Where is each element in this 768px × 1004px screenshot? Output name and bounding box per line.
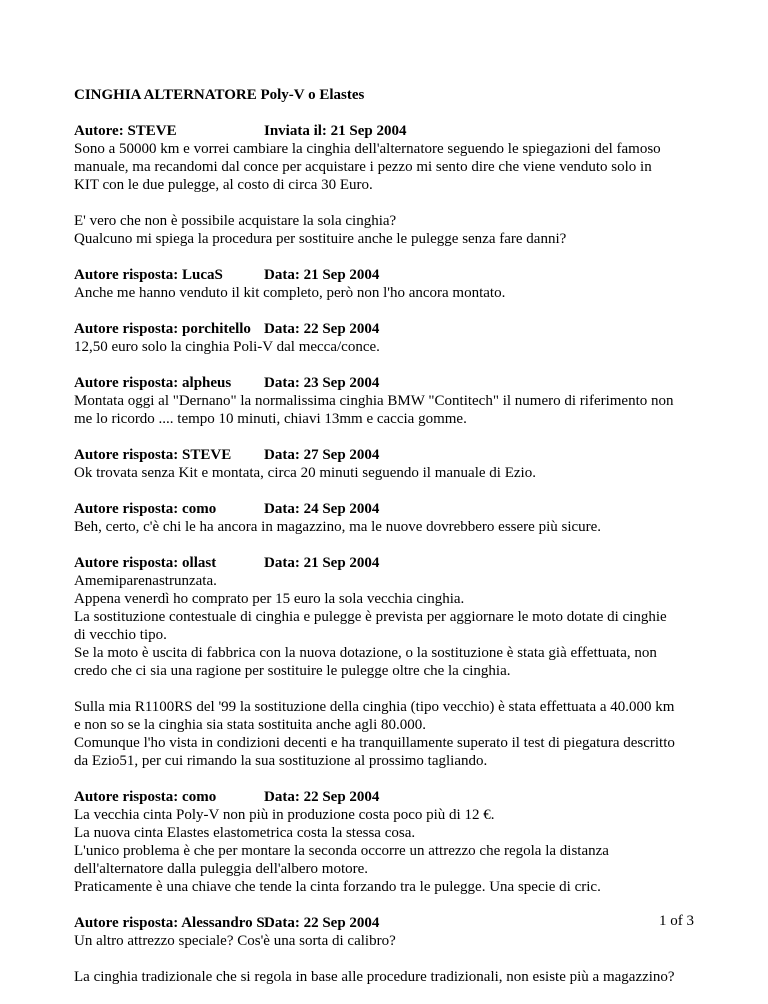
- post-date: Data: 23 Sep 2004: [264, 375, 380, 391]
- post-date: Data: 21 Sep 2004: [264, 267, 380, 283]
- document-title: CINGHIA ALTERNATORE Poly-V o Elastes: [74, 87, 365, 103]
- post-text-line: Anche me hanno venduto il kit completo, però non l'ho ancora montato.: [74, 285, 506, 301]
- post-author: Autore risposta: ollast: [74, 555, 217, 571]
- post-header: [74, 788, 714, 806]
- post-text-line: Comunque l'ho vista in condizioni decenti e ha tranquillamente superato il test di piegatura descritto: [74, 735, 675, 751]
- post-paragraph: [74, 806, 714, 896]
- post-author: Autore risposta: alpheus: [74, 375, 232, 391]
- post-paragraph: [74, 338, 714, 356]
- post-text-line: E' vero che non è possibile acquistare la sola cinghia?: [74, 213, 397, 229]
- post-paragraph: [74, 518, 714, 536]
- post-paragraph: [74, 572, 714, 680]
- post-author: Autore risposta: como: [74, 789, 217, 805]
- post-text-line: Beh, certo, c'è chi le ha ancora in magazzino, ma le nuove dovrebbero essere più sicure.: [74, 519, 602, 535]
- post-text-line: Un altro attrezzo speciale? Cos'è una sorta di calibro?: [74, 933, 396, 949]
- forum-post: [74, 788, 714, 896]
- forum-post: [74, 122, 714, 248]
- post-text-line: Montata oggi al "Dernano" la normalissima cinghia BMW "Contitech" il numero di riferimento non: [74, 393, 674, 409]
- post-text-line: L'unico problema è che per montare la seconda occorre un attrezzo che regola la distanza: [74, 843, 609, 859]
- post-text-line: me lo ricordo .... tempo 10 minuti, chiavi 13mm e caccia gomme.: [74, 411, 467, 427]
- post-date: Data: 21 Sep 2004: [264, 555, 380, 571]
- post-header: [74, 374, 714, 392]
- post-text-line: Qualcuno mi spiega la procedura per sostituire anche le pulegge senza fare danni?: [74, 231, 567, 247]
- post-paragraph: [74, 392, 714, 428]
- post-list: [74, 122, 714, 986]
- post-header: [74, 500, 714, 518]
- post-text-line: di vecchio tipo.: [74, 627, 167, 643]
- post-paragraph: [74, 212, 714, 248]
- post-paragraph: [74, 464, 714, 482]
- forum-post: [74, 374, 714, 428]
- post-paragraph: [74, 968, 714, 986]
- post-text-line: manuale, ma recandomi dal conce per acquistare i pezzo mi sento dire che viene venduto solo in: [74, 159, 652, 175]
- page-number: 1 of 3: [659, 913, 694, 929]
- post-text-line: Appena venerdì ho comprato per 15 euro la sola vecchia cinghia.: [74, 591, 465, 607]
- document-body: [74, 86, 714, 1004]
- forum-post: [74, 320, 714, 356]
- forum-post: [74, 914, 714, 986]
- post-text-line: La cinghia tradizionale che si regola in base alle procedure tradizionali, non esiste più a magazzino?: [74, 969, 675, 985]
- post-header: [74, 320, 714, 338]
- post-text-line: KIT con le due pulegge, al costo di circa 30 Euro.: [74, 177, 373, 193]
- post-header: [74, 446, 714, 464]
- post-paragraph: [74, 932, 714, 950]
- post-paragraph: [74, 698, 714, 770]
- post-date: Data: 24 Sep 2004: [264, 501, 380, 517]
- forum-post: [74, 446, 714, 482]
- post-text-line: e non so se la cinghia sia stata sostituita anche agli 80.000.: [74, 717, 427, 733]
- post-text-line: Sulla mia R1100RS del '99 la sostituzione della cinghia (tipo vecchio) è stata effettuata a 40.000 km: [74, 699, 675, 715]
- post-author: Autore risposta: STEVE: [74, 447, 232, 463]
- post-date: Data: 22 Sep 2004: [264, 915, 380, 931]
- post-text-line: 12,50 euro solo la cinghia Poli-V dal mecca/conce.: [74, 339, 380, 355]
- post-author: Autore risposta: Alessandro S: [74, 915, 265, 931]
- post-date: Data: 22 Sep 2004: [264, 321, 380, 337]
- post-text-line: da Ezio51, per cui rimando la sua sostituzione al prossimo tagliando.: [74, 753, 488, 769]
- forum-post: [74, 500, 714, 536]
- post-author: Autore: STEVE: [74, 123, 177, 139]
- post-text-line: dell'alternatore dalla puleggia dell'albero motore.: [74, 861, 369, 877]
- post-text-line: Amemiparenastrunzata.: [74, 573, 217, 589]
- post-header: [74, 266, 714, 284]
- post-text-line: Sono a 50000 km e vorrei cambiare la cinghia dell'alternatore seguendo le spiegazioni del famoso: [74, 141, 661, 157]
- post-date: Inviata il: 21 Sep 2004: [264, 123, 407, 139]
- forum-post: [74, 266, 714, 302]
- post-header: [74, 914, 714, 932]
- post-date: Data: 22 Sep 2004: [264, 789, 380, 805]
- post-paragraph: [74, 284, 714, 302]
- post-author: Autore risposta: porchitello: [74, 321, 251, 337]
- post-text-line: Praticamente è una chiave che tende la cinta forzando tra le pulegge. Una specie di cric.: [74, 879, 601, 895]
- post-text-line: Ok trovata senza Kit e montata, circa 20 minuti seguendo il manuale di Ezio.: [74, 465, 536, 481]
- post-text-line: La sostituzione contestuale di cinghia e pulegge è prevista per aggiornare le moto dotate di cinghie: [74, 609, 667, 625]
- forum-post: [74, 554, 714, 770]
- post-text-line: La vecchia cinta Poly-V non più in produzione costa poco più di 12 €.: [74, 807, 495, 823]
- post-text-line: La nuova cinta Elastes elastometrica costa la stessa cosa.: [74, 825, 416, 841]
- post-date: Data: 27 Sep 2004: [264, 447, 380, 463]
- post-header: [74, 122, 714, 140]
- post-text-line: credo che ci sia una ragione per sostituire le pulegge oltre che la cinghia.: [74, 663, 511, 679]
- post-paragraph: [74, 140, 714, 194]
- post-author: Autore risposta: como: [74, 501, 217, 517]
- post-author: Autore risposta: LucaS: [74, 267, 223, 283]
- post-header: [74, 554, 714, 572]
- post-text-line: Se la moto è uscita di fabbrica con la nuova dotazione, o la sostituzione è stata già effettuata, non: [74, 645, 657, 661]
